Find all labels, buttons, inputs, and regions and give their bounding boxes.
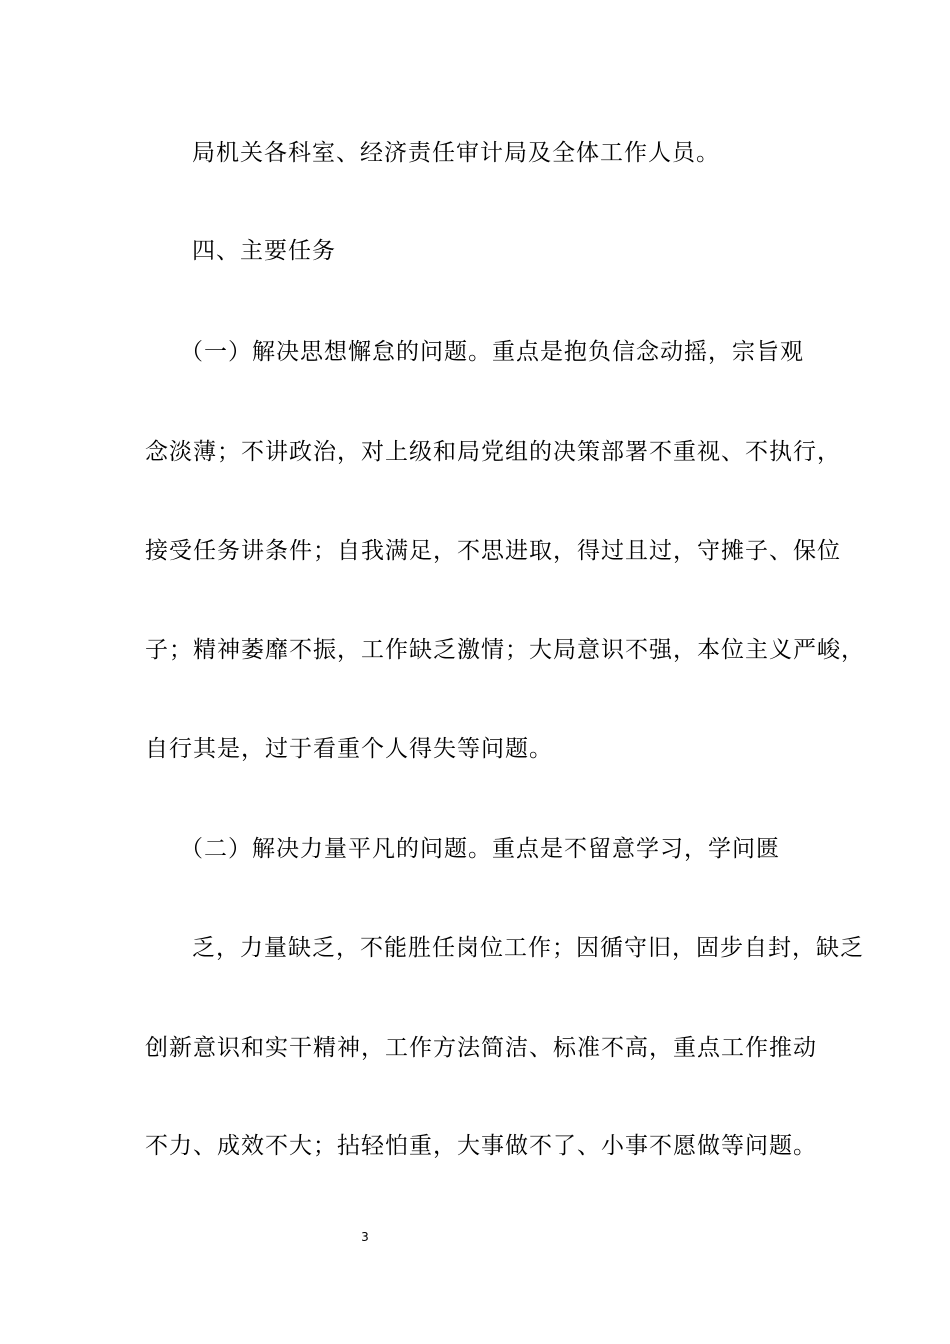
page-number: 3 [361, 1230, 369, 1244]
paragraph-line: 接受任务讲条件；自我满足，不思进取，得过且过，守摊子、保位 [145, 538, 841, 564]
paragraph-line: （二）解决力量平凡的问题。重点是不留意学习，学问匮 [180, 836, 780, 862]
paragraph-line: 子；精神萎靡不振，工作缺乏激情；大局意识不强，本位主义严峻， [145, 637, 865, 663]
paragraph-line: 自行其是，过于看重个人得失等问题。 [145, 736, 553, 762]
paragraph-line: 局机关各科室、经济责任审计局及全体工作人员。 [192, 140, 720, 166]
paragraph-line: 创新意识和实干精神，工作方法简洁、标准不高，重点工作推动 [145, 1035, 817, 1061]
paragraph-line: 乏，力量缺乏，不能胜任岗位工作；因循守旧，固步自封，缺乏 [192, 935, 864, 961]
paragraph-line: （一）解决思想懈怠的问题。重点是抱负信念动摇，宗旨观 [180, 339, 804, 365]
section-heading: 四、主要任务 [192, 238, 336, 264]
paragraph-line: 不力、成效不大；拈轻怕重，大事做不了、小事不愿做等问题。 [145, 1133, 817, 1159]
paragraph-line: 念淡薄；不讲政治，对上级和局党组的决策部署不重视、不执行， [145, 439, 841, 465]
